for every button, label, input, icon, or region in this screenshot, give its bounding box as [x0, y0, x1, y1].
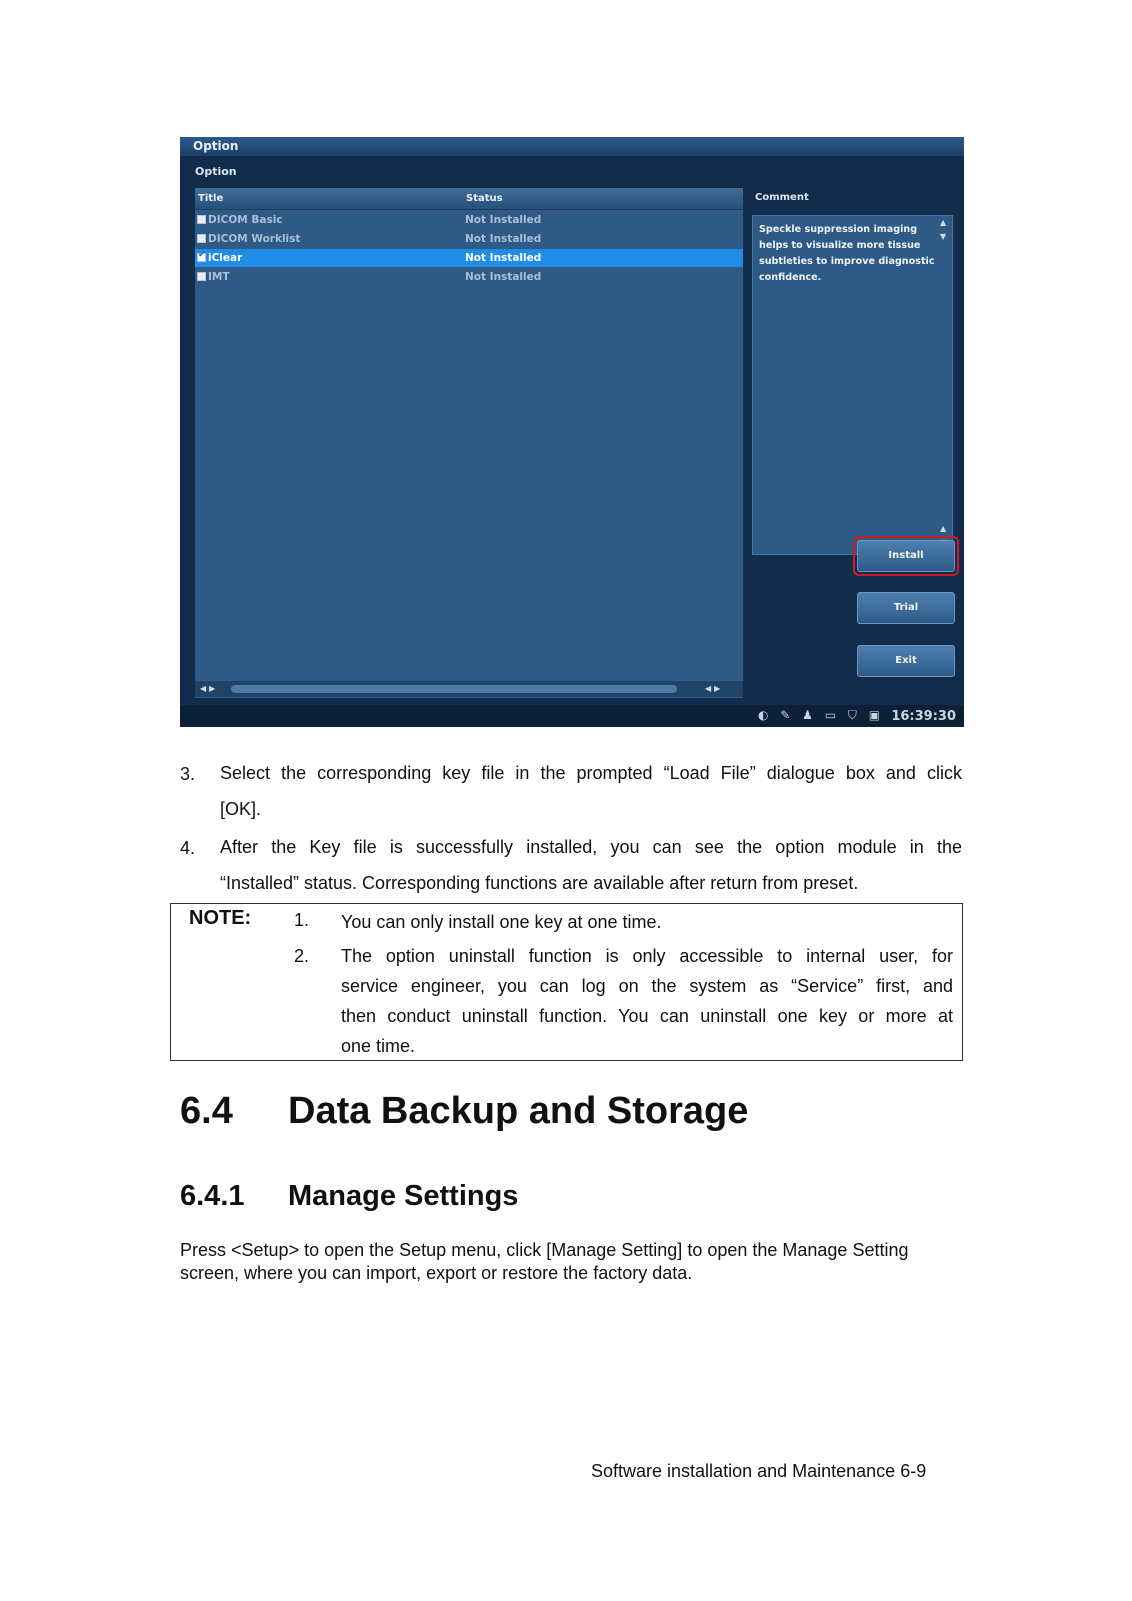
- group-label: Option: [195, 165, 237, 178]
- step-number: 4.: [180, 838, 196, 858]
- option-title: DICOM Basic: [208, 214, 283, 226]
- scrollbar-thumb[interactable]: [231, 685, 677, 693]
- option-row[interactable]: [195, 230, 743, 248]
- subsection-number: 6.4.1: [180, 1180, 245, 1212]
- page-footer: Software installation and Maintenance 6-9: [591, 1461, 927, 1481]
- option-row-selected[interactable]: [195, 249, 743, 267]
- note-item-text: then conduct uninstall function. You can uninstall one key or more at: [341, 1006, 953, 1026]
- note-item-text: one time.: [341, 1036, 416, 1056]
- option-screenshot: [180, 137, 964, 727]
- option-status: Not Installed: [465, 252, 542, 264]
- step-text: “Installed” status. Corresponding functions are available after return from preset.: [220, 873, 859, 893]
- status-bar: [180, 705, 964, 727]
- install-button[interactable]: Install: [857, 540, 955, 572]
- section-number: 6.4: [180, 1090, 233, 1132]
- note-item-number: 1.: [294, 910, 310, 930]
- horizontal-scrollbar[interactable]: [195, 681, 743, 697]
- step-text: Select the corresponding key file in the prompted “Load File” dialogue box and click: [220, 763, 962, 783]
- option-list: [195, 188, 743, 698]
- step-text: [OK].: [220, 799, 262, 819]
- checkmark-icon: ✔: [198, 250, 206, 260]
- option-row[interactable]: [195, 211, 743, 229]
- option-row[interactable]: [195, 268, 743, 286]
- step-number: 3.: [180, 764, 196, 784]
- note-item-text: The option uninstall function is only accessible to internal user, for: [341, 946, 953, 966]
- option-checkbox[interactable]: [197, 215, 206, 224]
- column-title-header[interactable]: Title: [198, 193, 224, 204]
- body-paragraph: Press <Setup> to open the Setup menu, click [Manage Setting] to open the Manage Setting screen, where you can import, export or restore the factory data.: [180, 1240, 909, 1283]
- scroll-up-icon[interactable]: ▲: [940, 524, 947, 533]
- note-item-number: 2.: [294, 946, 310, 966]
- clock: 16:39:30: [891, 709, 956, 724]
- window-title: Option: [180, 137, 964, 156]
- option-status: Not Installed: [465, 233, 542, 245]
- note-label: NOTE:: [189, 907, 252, 929]
- option-checkbox[interactable]: [197, 272, 206, 281]
- vertical-scrollbar[interactable]: [940, 218, 950, 552]
- option-status: Not Installed: [465, 271, 542, 283]
- section-title: Data Backup and Storage: [288, 1090, 749, 1132]
- comment-box: [752, 215, 953, 555]
- scroll-left-right-icon[interactable]: ◀▶: [705, 684, 724, 693]
- exit-button[interactable]: Exit: [857, 645, 955, 677]
- option-title: iClear: [208, 252, 243, 264]
- note-item-text: service engineer, you can log on the system as “Service” first, and: [341, 976, 953, 996]
- comment-text: Speckle suppression imaging helps to visualize more tissue subtleties to improve diagnostic confidence.: [759, 224, 935, 283]
- system-tray-icons: ◐ ✎ ♟ ▭ ⛉ ▣: [758, 708, 885, 722]
- comment-label: Comment: [755, 192, 809, 203]
- scroll-up-icon[interactable]: ▲: [940, 218, 947, 227]
- option-checkbox[interactable]: [197, 234, 206, 243]
- option-title: DICOM Worklist: [208, 233, 301, 245]
- option-title: IMT: [208, 271, 230, 283]
- option-dialog: [180, 156, 964, 705]
- column-status-header[interactable]: Status: [466, 193, 503, 204]
- subsection-title: Manage Settings: [288, 1180, 519, 1212]
- scroll-left-right-icon[interactable]: ◀▶: [200, 684, 219, 693]
- note-box: [170, 903, 963, 1061]
- option-checkbox-checked[interactable]: [197, 250, 206, 262]
- note-item-text: You can only install one key at one time.: [341, 912, 662, 932]
- scroll-down-icon[interactable]: ▼: [940, 232, 947, 241]
- option-status: Not Installed: [465, 214, 542, 226]
- list-header: [195, 188, 743, 210]
- step-text: After the Key file is successfully installed, you can see the option module in the: [220, 837, 962, 857]
- trial-button[interactable]: Trial: [857, 592, 955, 624]
